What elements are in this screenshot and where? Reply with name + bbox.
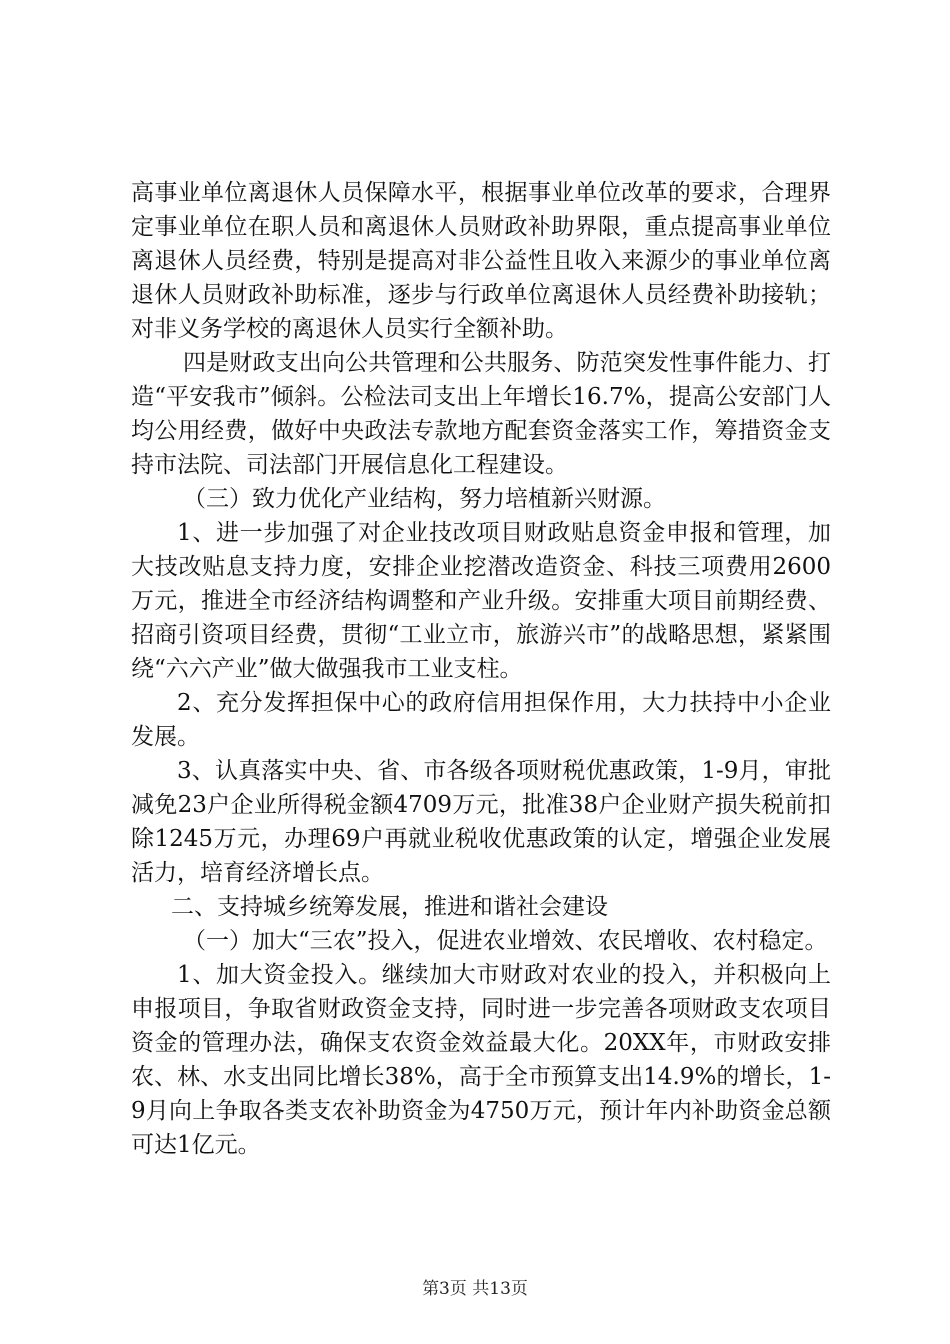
paragraph-guarantee-center: 2、充分发挥担保中心的政府信用担保作用，大力扶持中小企业发展。 (131, 690, 831, 750)
document-body (131, 176, 831, 1162)
paragraph-public-safety: 四是财政支出向公共管理和公共服务、防范突发性事件能力、打造“平安我市”倾斜。公检法司支出上年增长16.7%，提高公安部门人均公用经费，做好中央政法专款地方配套资金落实工作，筹措资金支持市法院、司法部门开展信息化工程建设。 (131, 350, 831, 478)
section-heading-urban-rural: 二、支持城乡统筹发展，推进和谐社会建设 (171, 894, 608, 920)
paragraph-tech-upgrade: 1、进一步加强了对企业技改项目财政贴息资金申报和管理，加大技改贴息支持力度，安排企业挖潜改造资金、科技三项费用2600万元，推进全市经济结构调整和产业升级。安排重大项目前期经费、招商引资项目经费，贯彻“工业立市，旅游兴市”的战略思想，紧紧围绕“六六产业”做大做强我市工业支柱。 (131, 520, 831, 682)
section-heading-agriculture: （一）加大“三农”投入，促进农业增效、农民增收、农村稳定。 (183, 928, 828, 954)
page-number-footer: 第3页 共13页 (422, 1279, 528, 1299)
section-heading-industry: （三）致力优化产业结构，努力培植新兴财源。 (183, 486, 666, 512)
paragraph-agri-funding: 1、加大资金投入。继续加大市财政对农业的投入，并积极向上申报项目，争取省财政资金支持，同时进一步完善各项财政支农项目资金的管理办法，确保支农资金效益最大化。20XX年，市财政安排农、林、水支出同比增长38%，高于全市预算支出14.9%的增长，1-9月向上争取各类支农补助资金为4750万元，预计年内补助资金总额可达1亿元。 (131, 962, 831, 1158)
paragraph-tax-policy: 3、认真落实中央、省、市各级各项财税优惠政策，1-9月，审批减免23户企业所得税金额4709万元，批准38户企业财产损失税前扣除1245万元，办理69户再就业税收优惠政策的认定，增强企业发展活力，培育经济增长点。 (131, 758, 831, 886)
paragraph-retiree-support: 高事业单位离退休人员保障水平，根据事业单位改革的要求，合理界定事业单位在职人员和离退休人员财政补助界限，重点提高事业单位离退休人员经费，特别是提高对非公益性且收入来源少的事业单位离退休人员财政补助标准，逐步与行政单位离退休人员经费补助接轨；对非义务学校的离退休人员实行全额补助。 (131, 180, 831, 342)
